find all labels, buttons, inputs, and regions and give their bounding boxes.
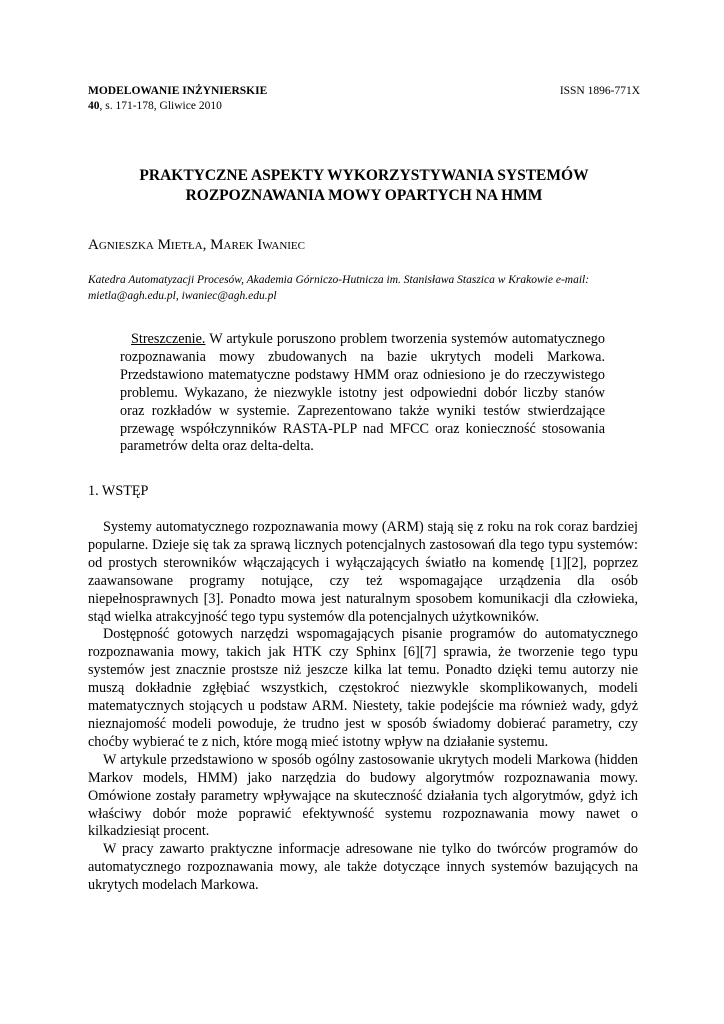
paragraph: W artykule przedstawiono w sposób ogólny zastosowanie ukrytych modeli Markowa (hidden Markov models, HMM) jako narzędzia do budowy algorytmów rozpoznawania mowy. Omówione zostały parametry wpływające na skuteczność działania tych algorytmów, gdyż ich właściwy dobór może poprawić efektywność systemu rozpoznawania mowy nawet o kilkadziesiąt procent. (88, 751, 638, 840)
title-line-2: ROZPOZNAWANIA MOWY OPARTYCH NA HMM (185, 187, 543, 204)
paragraph: Dostępność gotowych narzędzi wspomagających pisanie programów do automatycznego rozpoznawania mowy, takich jak HTK czy Sphinx [6][7] sprawia, że tworzenie tego typu systemów jest znacznie prostsze niż jeszcze kilka lat temu. Ponadto dzięki temu autorzy nie muszą dokładnie zgłębiać wszystkich, częstokroć niezwykle skomplikowanych, modeli matematycznych stojących u podstaw ARM. Niestety, takie podejście ma również wady, gdyż nieznajomość modeli powoduje, że trudno jest w sposób świadomy dobierać parametry, czy choćby wybierać te z nich, które mogą mieć istotny wpływ na działanie systemu. (88, 626, 638, 750)
pages-info: , s. 171-178, Gliwice 2010 (99, 100, 222, 112)
volume-line (88, 99, 640, 114)
volume-number: 40 (88, 100, 100, 112)
paper-title (88, 166, 640, 206)
journal-name: MODELOWANIE INŻYNIERSKIE (88, 85, 268, 97)
section-body (88, 519, 638, 895)
abstract (120, 331, 605, 456)
abstract-label: Streszczenie. (131, 331, 206, 347)
section-heading: 1. WSTĘP (88, 483, 149, 499)
issn: ISSN 1896-771X (559, 85, 640, 97)
paragraph: W pracy zawarto praktyczne informacje adresowane nie tylko do twórców programów do automatycznego rozpoznawania mowy, ale także dotyczące innych systemów bazujących na ukrytych modelach Markowa. (88, 841, 638, 894)
abstract-text: W artykule poruszono problem tworzenia systemów automatycznego rozpoznawania mowy zbudowanych na bazie ukrytych modeli Markowa. Przedstawiono matematyczne podstawy HMM oraz odniesiono je do rzeczywistego problemu. Wykazano, że niezwykle istotny jest odpowiedni dobór liczby stanów oraz rozkładów w systemie. Zaprezentowano także wyniki testów stwierdzające przewagę współczynników RASTA-PLP nad MFCC oraz konieczność stosowania parametrów delta oraz delta-delta. (120, 331, 605, 455)
affiliation: Katedra Automatyzacji Procesów, Akademia Górniczo-Hutnicza im. Stanisława Staszica w Krakowie e-mail: mietla@agh.edu.pl, iwaniec@agh.edu.pl (88, 274, 590, 302)
authors: Agnieszka Mietła, Marek Iwaniec (88, 237, 305, 253)
journal-header (88, 84, 640, 114)
title-line-1: PRAKTYCZNE ASPEKTY WYKORZYSTYWANIA SYSTEMÓW (139, 167, 589, 184)
paragraph: Systemy automatycznego rozpoznawania mowy (ARM) stają się z roku na rok coraz bardziej popularne. Dzieje się tak za sprawą licznych potencjalnych zastosowań dla tego typu systemów: od prostych sterowników włączających i wyłączających światło na komendę [1][2], poprzez zaawansowane programy notujące, czy też wspomagające urządzenia dla osób niepełnosprawnych [3]. Ponadto mowa jest naturalnym sposobem komunikacji dla człowieka, stąd wielka atrakcyjność tego typu systemów dla potencjalnych użytkowników. (88, 519, 638, 625)
